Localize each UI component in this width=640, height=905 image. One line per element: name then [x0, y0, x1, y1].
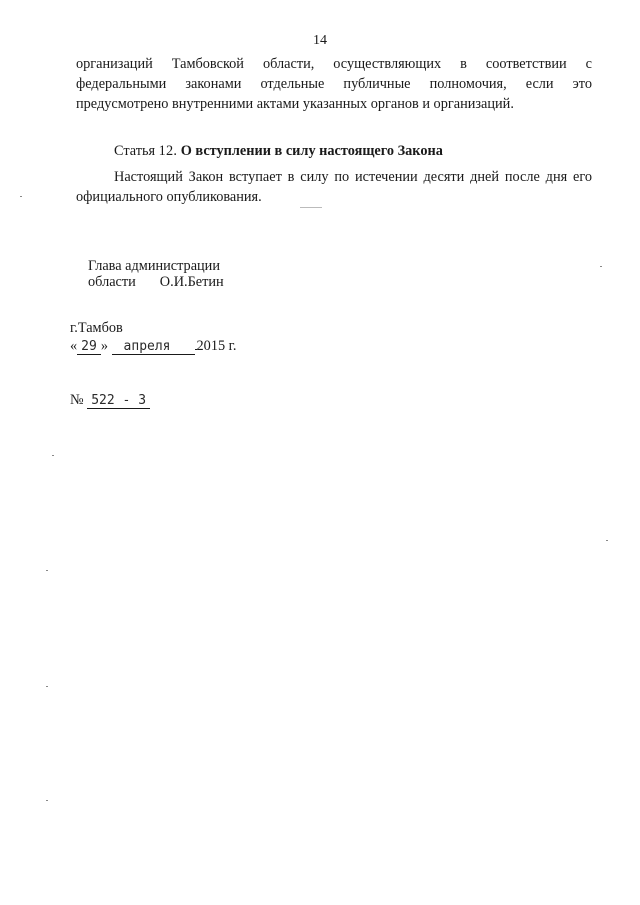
article-prefix: Статья — [114, 143, 156, 159]
text-line: официального опубликования. — [76, 189, 262, 205]
law-number — [70, 392, 150, 409]
signature-position-line1: Глава администрации — [88, 258, 220, 274]
scan-speck — [46, 686, 48, 687]
article-title: О вступлении в силу настоящего Закона — [180, 143, 443, 159]
date-open-quote: « — [70, 338, 78, 354]
text-line: организаций Тамбовской области, осуществляющих в соответствии с — [76, 56, 592, 72]
article-paragraph — [76, 167, 592, 207]
text-line: предусмотрено внутренними актами указанных органов и организаций. — [76, 96, 514, 112]
scan-speck — [52, 455, 54, 456]
law-number-value: 522 - З — [87, 393, 150, 409]
scan-speck — [46, 570, 48, 571]
scan-speck — [600, 266, 602, 267]
article-heading — [114, 143, 443, 160]
signature-position-line2: области — [88, 274, 136, 290]
scan-speck — [300, 207, 322, 208]
date-day: 29 — [77, 339, 101, 355]
scan-speck — [46, 800, 48, 801]
place-of-signing: г.Тамбов — [70, 320, 123, 336]
signature-line — [88, 273, 224, 292]
signatory-name: О.И.Бетин — [159, 274, 224, 290]
signing-date — [70, 338, 237, 355]
date-close-quote: » — [100, 338, 108, 354]
date-year: 2015 г. — [196, 338, 237, 354]
scan-speck — [606, 540, 608, 541]
date-month: апреля — [112, 339, 195, 355]
text-line: Настоящий Закон вступает в силу по истечении десяти дней после дня его — [114, 169, 592, 185]
page-number: 14 — [313, 33, 327, 48]
law-number-sign: № — [70, 392, 84, 408]
article-number: 12. — [158, 143, 178, 159]
scan-speck — [20, 196, 22, 197]
text-line: федеральными законами отдельные публичные полномочия, если это — [76, 76, 592, 92]
paragraph-continuation — [76, 54, 592, 114]
